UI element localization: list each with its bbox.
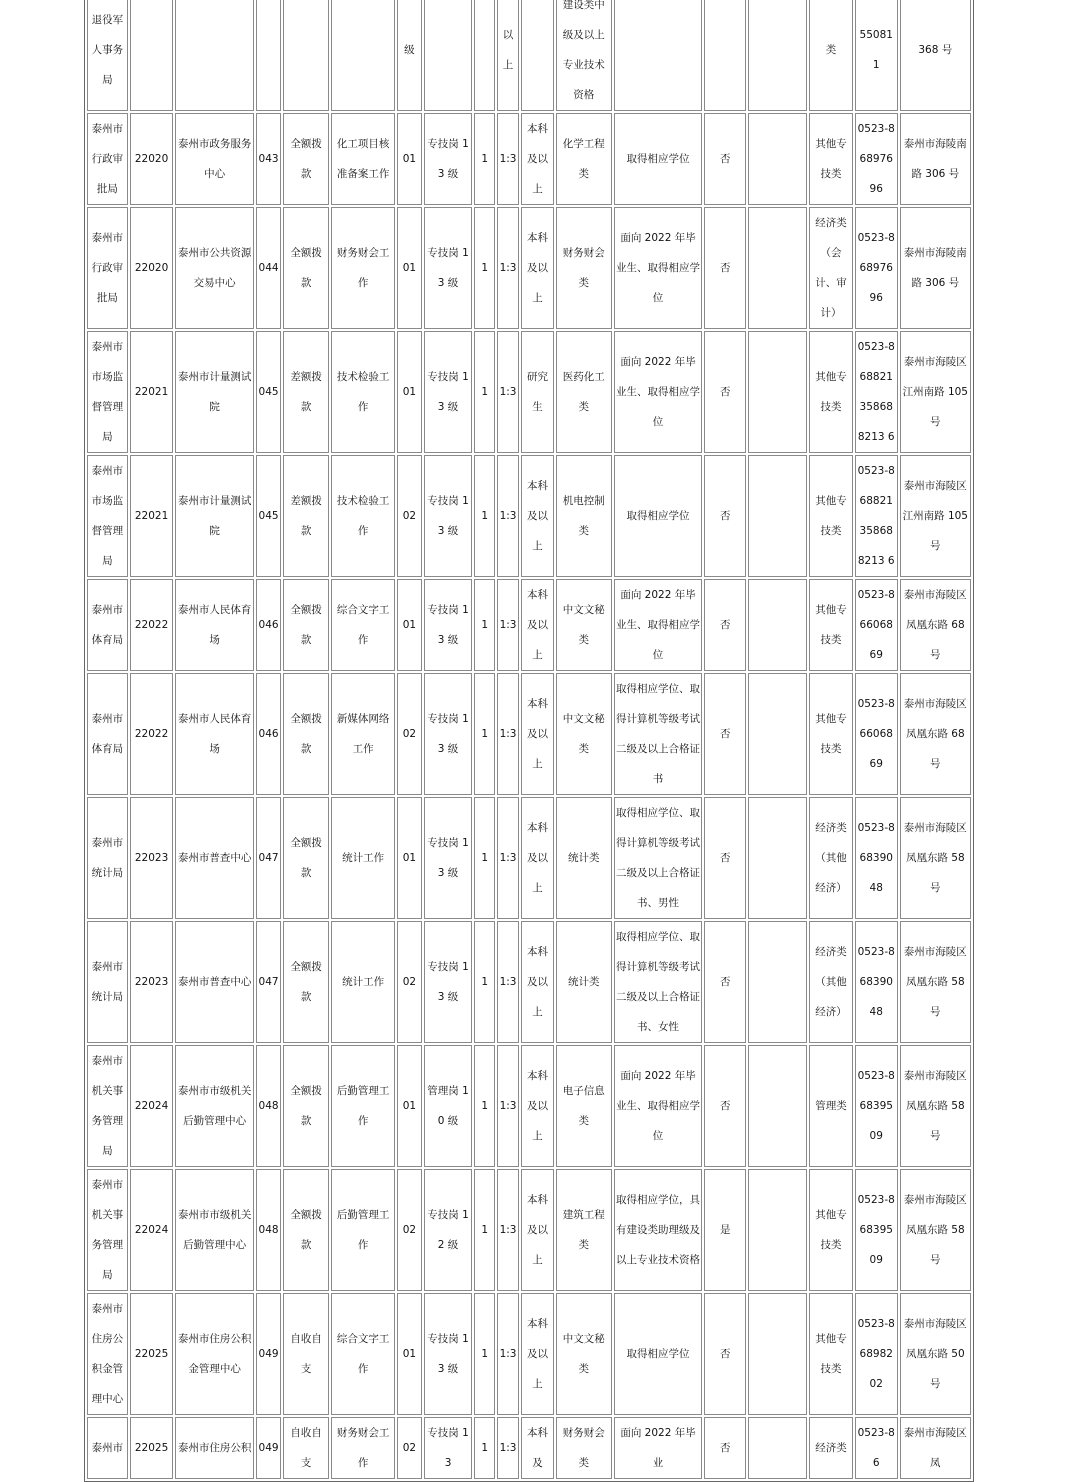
exam-category-cell: 其他专技类 [809,455,853,577]
exam-category-cell: 其他专技类 [809,673,853,795]
requirements-cell: 面向 2022 年毕业生、取得相应学位 [614,207,703,329]
experience-cell: 否 [704,921,746,1043]
funding-cell: 全额拨款 [283,1045,329,1167]
requirements-cell: 取得相应学位、取得计算机等级考试二级及以上合格证书 [614,673,703,795]
dept-code-cell: 22020 [130,207,174,329]
recruitment-table-page [84,0,974,1482]
major-cell: 建设类中级及以上专业技术资格 [556,0,612,111]
dept-code-cell: 22022 [130,673,174,795]
dept-code-cell: 22021 [130,331,174,453]
experience-cell: 否 [704,673,746,795]
ratio-cell: 1:3 [497,113,519,205]
funding-cell: 全额拨款 [283,579,329,671]
department-cell: 泰州市行政审批局 [87,113,128,205]
dept-code-cell: 22023 [130,921,174,1043]
exam-category-cell: 其他专技类 [809,113,853,205]
education-cell: 本科及以上 [521,921,554,1043]
headcount-cell: 1 [474,797,494,919]
education-cell: 本科及以上 [521,113,554,205]
exam-category-cell: 类 [809,0,853,111]
headcount-cell: 1 [474,207,494,329]
table-row [87,113,971,205]
unit-name-cell: 泰州市公共资源交易中心 [175,207,253,329]
unit-name-cell: 泰州市人民体育场 [175,673,253,795]
department-cell: 退役军人事务局 [87,0,128,111]
headcount-cell: 1 [474,331,494,453]
notes-cell [748,0,807,111]
requirements-cell: 面向 2022 年毕业生、取得相应学位 [614,331,703,453]
job-code-cell: 级 [397,0,421,111]
ratio-cell: 1:3 [497,673,519,795]
major-cell: 统计类 [556,797,612,919]
department-cell: 泰州市体育局 [87,673,128,795]
job-description-cell: 化工项目核准备案工作 [331,113,395,205]
job-level-cell: 专技岗 13 级 [424,331,473,453]
table-row [87,331,971,453]
ratio-cell: 1:3 [497,1417,519,1479]
exam-category-cell: 经济类（会计、审计） [809,207,853,329]
ratio-cell: 1:3 [497,1045,519,1167]
ratio-cell: 1:3 [497,1169,519,1291]
job-level-cell: 管理岗 10 级 [424,1045,473,1167]
table-row [87,797,971,919]
requirements-cell [614,0,703,111]
unit-code-cell: 049 [256,1417,281,1479]
dept-code-cell: 22024 [130,1169,174,1291]
unit-code-cell: 043 [256,113,281,205]
table-row [87,1417,971,1479]
department-cell: 泰州市市场监督管理局 [87,331,128,453]
major-cell: 中文文秘类 [556,1293,612,1415]
major-cell: 建筑工程类 [556,1169,612,1291]
job-description-cell: 财务财会工作 [331,1417,395,1479]
unit-code-cell: 049 [256,1293,281,1415]
job-code-cell: 01 [397,1045,421,1167]
phone-cell: 0523-86839509 [855,1045,898,1167]
job-level-cell: 专技岗 13 级 [424,113,473,205]
experience-cell: 否 [704,579,746,671]
unit-code-cell: 046 [256,579,281,671]
requirements-cell: 面向 2022 年毕业 [614,1417,703,1479]
job-description-cell: 综合文字工作 [331,1293,395,1415]
address-cell: 泰州市海陵区凤凰东路 50 号 [900,1293,971,1415]
funding-cell: 自收自支 [283,1417,329,1479]
unit-name-cell [175,0,253,111]
notes-cell [748,579,807,671]
ratio-cell: 1:3 [497,207,519,329]
notes-cell [748,1417,807,1479]
job-code-cell: 01 [397,1293,421,1415]
phone-cell: 0523-86839048 [855,797,898,919]
job-description-cell: 综合文字工作 [331,579,395,671]
job-level-cell: 专技岗 13 级 [424,579,473,671]
requirements-cell: 取得相应学位、取得计算机等级考试二级及以上合格证书、男性 [614,797,703,919]
experience-cell: 是 [704,1169,746,1291]
address-cell: 泰州市海陵区凤 [900,1417,971,1479]
requirements-cell: 取得相应学位 [614,455,703,577]
notes-cell [748,207,807,329]
department-cell: 泰州市体育局 [87,579,128,671]
experience-cell: 否 [704,1293,746,1415]
headcount-cell: 1 [474,1169,494,1291]
major-cell: 电子信息类 [556,1045,612,1167]
education-cell: 本科及以上 [521,673,554,795]
notes-cell [748,673,807,795]
job-level-cell: 专技岗 13 级 [424,1293,473,1415]
job-code-cell: 02 [397,1169,421,1291]
funding-cell: 自收自支 [283,1293,329,1415]
job-description-cell: 技术检验工作 [331,331,395,453]
exam-category-cell: 经济类 [809,1417,853,1479]
job-code-cell: 01 [397,579,421,671]
table-row [87,579,971,671]
phone-cell: 0523-86897696 [855,207,898,329]
experience-cell: 否 [704,207,746,329]
table-row [87,921,971,1043]
job-description-cell: 统计工作 [331,921,395,1043]
department-cell: 泰州市 [87,1417,128,1479]
notes-cell [748,113,807,205]
department-cell: 泰州市市场监督管理局 [87,455,128,577]
exam-category-cell: 经济类（其他经济） [809,921,853,1043]
job-level-cell: 专技岗 13 级 [424,921,473,1043]
notes-cell [748,1045,807,1167]
unit-name-cell: 泰州市政务服务中心 [175,113,253,205]
funding-cell [283,0,329,111]
major-cell: 化学工程类 [556,113,612,205]
headcount-cell: 1 [474,1045,494,1167]
job-level-cell: 专技岗 12 级 [424,1169,473,1291]
education-cell: 本科及以上 [521,1169,554,1291]
funding-cell: 全额拨款 [283,207,329,329]
dept-code-cell: 22025 [130,1417,174,1479]
major-cell: 医药化工类 [556,331,612,453]
table-row [87,673,971,795]
unit-name-cell: 泰州市住房公积 [175,1417,253,1479]
department-cell: 泰州市统计局 [87,797,128,919]
job-code-cell: 02 [397,921,421,1043]
job-code-cell: 01 [397,207,421,329]
table-row [87,455,971,577]
headcount-cell [474,0,494,111]
unit-code-cell: 048 [256,1169,281,1291]
ratio-cell: 1:3 [497,797,519,919]
ratio-cell: 1:3 [497,1293,519,1415]
phone-cell: 0523-868821358688213 6 [855,331,898,453]
experience-cell [704,0,746,111]
ratio-cell: 1:3 [497,579,519,671]
funding-cell: 全额拨款 [283,797,329,919]
requirements-cell: 面向 2022 年毕业生、取得相应学位 [614,1045,703,1167]
unit-name-cell: 泰州市住房公积金管理中心 [175,1293,253,1415]
dept-code-cell: 22021 [130,455,174,577]
ratio-cell: 以上 [497,0,519,111]
education-cell: 本科及以上 [521,797,554,919]
dept-code-cell: 22020 [130,113,174,205]
job-description-cell: 财务财会工作 [331,207,395,329]
dept-code-cell: 22022 [130,579,174,671]
notes-cell [748,1169,807,1291]
headcount-cell: 1 [474,673,494,795]
unit-code-cell [256,0,281,111]
phone-cell: 550811 [855,0,898,111]
address-cell: 泰州市海陵区江州南路 105 号 [900,455,971,577]
address-cell: 泰州市海陵区凤凰东路 68 号 [900,579,971,671]
education-cell: 研究生 [521,331,554,453]
ratio-cell: 1:3 [497,921,519,1043]
address-cell: 泰州市海陵南路 306 号 [900,113,971,205]
major-cell: 财务财会类 [556,1417,612,1479]
phone-cell: 0523-86839509 [855,1169,898,1291]
headcount-cell: 1 [474,1293,494,1415]
ratio-cell: 1:3 [497,455,519,577]
job-level-cell: 专技岗 13 级 [424,673,473,795]
phone-cell: 0523-86 [855,1417,898,1479]
notes-cell [748,921,807,1043]
unit-name-cell: 泰州市普查中心 [175,797,253,919]
requirements-cell: 取得相应学位 [614,1293,703,1415]
education-cell: 本科及以上 [521,207,554,329]
unit-code-cell: 048 [256,1045,281,1167]
department-cell: 泰州市行政审批局 [87,207,128,329]
exam-category-cell: 其他专技类 [809,1169,853,1291]
notes-cell [748,331,807,453]
address-cell: 泰州市海陵区凤凰东路 58 号 [900,921,971,1043]
headcount-cell: 1 [474,921,494,1043]
job-level-cell: 专技岗 13 级 [424,207,473,329]
funding-cell: 全额拨款 [283,673,329,795]
notes-cell [748,455,807,577]
recruitment-table [84,0,974,1482]
unit-name-cell: 泰州市普查中心 [175,921,253,1043]
exam-category-cell: 经济类（其他经济） [809,797,853,919]
address-cell: 368 号 [900,0,971,111]
address-cell: 泰州市海陵区凤凰东路 68 号 [900,673,971,795]
job-code-cell: 02 [397,673,421,795]
dept-code-cell: 22025 [130,1293,174,1415]
unit-name-cell: 泰州市人民体育场 [175,579,253,671]
job-level-cell: 专技岗 13 级 [424,455,473,577]
funding-cell: 差额拨款 [283,455,329,577]
unit-code-cell: 045 [256,331,281,453]
address-cell: 泰州市海陵区凤凰东路 58 号 [900,1045,971,1167]
exam-category-cell: 其他专技类 [809,579,853,671]
funding-cell: 全额拨款 [283,1169,329,1291]
experience-cell: 否 [704,331,746,453]
education-cell [521,0,554,111]
job-description-cell: 后勤管理工作 [331,1169,395,1291]
education-cell: 本科及以上 [521,1293,554,1415]
job-level-cell: 专技岗 13 [424,1417,473,1479]
job-code-cell: 01 [397,113,421,205]
experience-cell: 否 [704,1417,746,1479]
headcount-cell: 1 [474,1417,494,1479]
phone-cell: 0523-86839048 [855,921,898,1043]
unit-code-cell: 047 [256,921,281,1043]
job-code-cell: 02 [397,1417,421,1479]
job-description-cell: 统计工作 [331,797,395,919]
job-description-cell: 新媒体网络工作 [331,673,395,795]
headcount-cell: 1 [474,113,494,205]
funding-cell: 全额拨款 [283,113,329,205]
funding-cell: 差额拨款 [283,331,329,453]
address-cell: 泰州市海陵区江州南路 105 号 [900,331,971,453]
department-cell: 泰州市统计局 [87,921,128,1043]
unit-name-cell: 泰州市计量测试院 [175,331,253,453]
major-cell: 财务财会类 [556,207,612,329]
table-row [87,207,971,329]
job-description-cell [331,0,395,111]
requirements-cell: 取得相应学位，具有建设类助理级及以上专业技术资格 [614,1169,703,1291]
unit-name-cell: 泰州市市级机关后勤管理中心 [175,1045,253,1167]
department-cell: 泰州市机关事务管理局 [87,1169,128,1291]
unit-code-cell: 045 [256,455,281,577]
phone-cell: 0523-868821358688213 6 [855,455,898,577]
major-cell: 中文文秘类 [556,673,612,795]
phone-cell: 0523-86606869 [855,579,898,671]
education-cell: 本科及以上 [521,579,554,671]
unit-code-cell: 046 [256,673,281,795]
job-code-cell: 01 [397,797,421,919]
unit-code-cell: 047 [256,797,281,919]
education-cell: 本科及以上 [521,1045,554,1167]
experience-cell: 否 [704,1045,746,1167]
major-cell: 中文文秘类 [556,579,612,671]
requirements-cell: 取得相应学位、取得计算机等级考试二级及以上合格证书、女性 [614,921,703,1043]
job-level-cell [424,0,473,111]
funding-cell: 全额拨款 [283,921,329,1043]
job-code-cell: 01 [397,331,421,453]
table-row [87,1293,971,1415]
dept-code-cell [130,0,174,111]
address-cell: 泰州市海陵区凤凰东路 58 号 [900,1169,971,1291]
dept-code-cell: 22023 [130,797,174,919]
unit-code-cell: 044 [256,207,281,329]
table-row [87,1169,971,1291]
experience-cell: 否 [704,455,746,577]
address-cell: 泰州市海陵南路 306 号 [900,207,971,329]
experience-cell: 否 [704,797,746,919]
exam-category-cell: 其他专技类 [809,331,853,453]
phone-cell: 0523-86897696 [855,113,898,205]
notes-cell [748,1293,807,1415]
ratio-cell: 1:3 [497,331,519,453]
table-row [87,1045,971,1167]
notes-cell [748,797,807,919]
table-row [87,0,971,111]
unit-name-cell: 泰州市市级机关后勤管理中心 [175,1169,253,1291]
major-cell: 统计类 [556,921,612,1043]
phone-cell: 0523-86606869 [855,673,898,795]
department-cell: 泰州市住房公积金管理中心 [87,1293,128,1415]
job-description-cell: 技术检验工作 [331,455,395,577]
job-code-cell: 02 [397,455,421,577]
education-cell: 本科及以上 [521,455,554,577]
job-level-cell: 专技岗 13 级 [424,797,473,919]
requirements-cell: 取得相应学位 [614,113,703,205]
requirements-cell: 面向 2022 年毕业生、取得相应学位 [614,579,703,671]
job-description-cell: 后勤管理工作 [331,1045,395,1167]
exam-category-cell: 管理类 [809,1045,853,1167]
experience-cell: 否 [704,113,746,205]
dept-code-cell: 22024 [130,1045,174,1167]
headcount-cell: 1 [474,579,494,671]
phone-cell: 0523-86898202 [855,1293,898,1415]
education-cell: 本科及 [521,1417,554,1479]
exam-category-cell: 其他专技类 [809,1293,853,1415]
address-cell: 泰州市海陵区凤凰东路 58 号 [900,797,971,919]
headcount-cell: 1 [474,455,494,577]
department-cell: 泰州市机关事务管理局 [87,1045,128,1167]
major-cell: 机电控制类 [556,455,612,577]
unit-name-cell: 泰州市计量测试院 [175,455,253,577]
